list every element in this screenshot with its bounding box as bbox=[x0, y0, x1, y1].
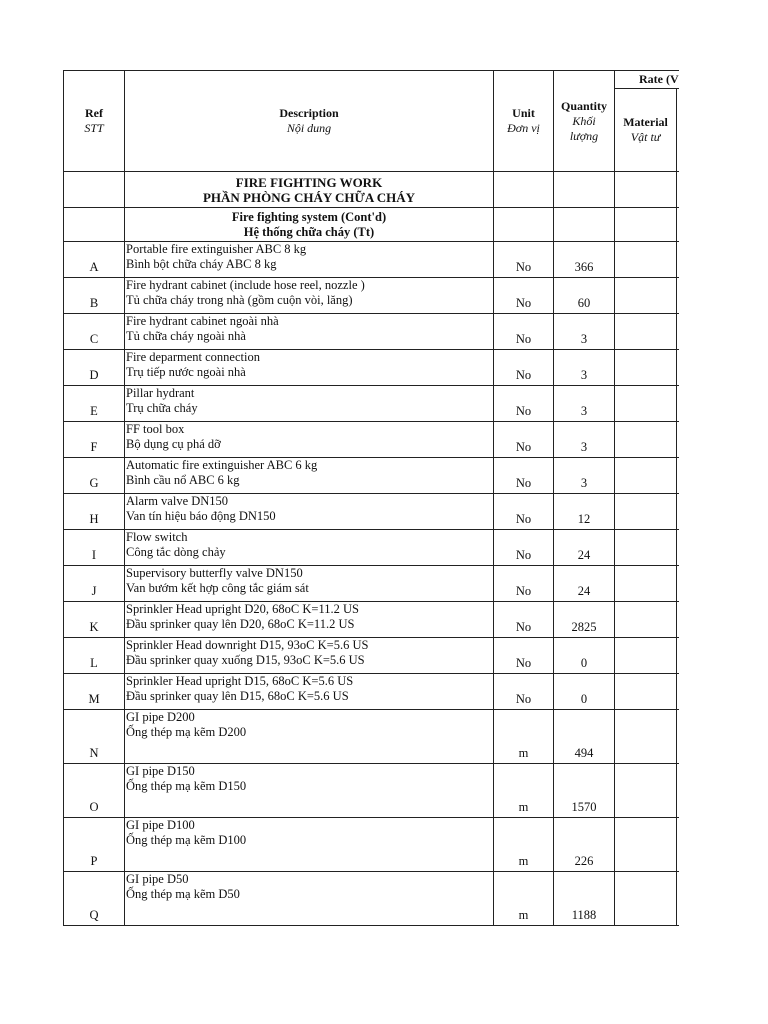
table-row bbox=[64, 530, 679, 566]
section-title: FIRE FIGHTING WORK PHẦN PHÒNG CHÁY CHỮA CHÁY bbox=[125, 172, 494, 208]
quantity-cell: 366 bbox=[554, 242, 615, 278]
description-header: Description Nội dung bbox=[125, 71, 494, 172]
unit-cell: No bbox=[494, 422, 554, 458]
rate-cell bbox=[677, 602, 679, 638]
description-cell: GI pipe D200 Ống thép mạ kẽm D200 bbox=[125, 710, 494, 764]
rate-cell bbox=[677, 872, 679, 926]
rate-cell bbox=[677, 674, 679, 710]
ref-cell: A bbox=[64, 242, 125, 278]
description-cell: Alarm valve DN150 Van tín hiệu báo động DN150 bbox=[125, 494, 494, 530]
description-cell: Fire hydrant cabinet (include hose reel, nozzle ) Tủ chữa cháy trong nhà (gồm cuộn vòi, lăng) bbox=[125, 278, 494, 314]
rate-cell bbox=[677, 818, 679, 872]
description-cell: Supervisory butterfly valve DN150 Van bướm kết hợp công tắc giám sát bbox=[125, 566, 494, 602]
material-cell bbox=[615, 764, 677, 818]
unit-cell: No bbox=[494, 458, 554, 494]
rate-cell bbox=[677, 458, 679, 494]
rate-cell bbox=[677, 314, 679, 350]
section-row bbox=[64, 172, 679, 208]
ref-cell: C bbox=[64, 314, 125, 350]
quantity-cell: 24 bbox=[554, 530, 615, 566]
ref-cell: B bbox=[64, 278, 125, 314]
description-cell: Pillar hydrant Trụ chữa cháy bbox=[125, 386, 494, 422]
quantity-cell: 1188 bbox=[554, 872, 615, 926]
material-cell bbox=[615, 602, 677, 638]
ref-cell: N bbox=[64, 710, 125, 764]
material-cell bbox=[615, 674, 677, 710]
unit-cell: No bbox=[494, 602, 554, 638]
quantity-cell: 0 bbox=[554, 638, 615, 674]
unit-cell: No bbox=[494, 566, 554, 602]
unit-cell: No bbox=[494, 386, 554, 422]
table-row bbox=[64, 278, 679, 314]
rate-cell bbox=[677, 638, 679, 674]
quantity-cell: 2825 bbox=[554, 602, 615, 638]
ref-cell: E bbox=[64, 386, 125, 422]
unit-cell: No bbox=[494, 242, 554, 278]
description-cell: Portable fire extinguisher ABC 8 kg Bình bột chữa cháy ABC 8 kg bbox=[125, 242, 494, 278]
description-cell: Sprinkler Head upright D15, 68oC K=5.6 US Đầu sprinker quay lên D15, 68oC K=5.6 US bbox=[125, 674, 494, 710]
unit-cell: m bbox=[494, 818, 554, 872]
material-cell bbox=[615, 386, 677, 422]
material-cell bbox=[615, 872, 677, 926]
ref-cell: D bbox=[64, 350, 125, 386]
boq-sheet bbox=[63, 70, 679, 926]
boq-table bbox=[63, 70, 679, 926]
subsection-row bbox=[64, 208, 679, 242]
table-row bbox=[64, 242, 679, 278]
material-cell bbox=[615, 530, 677, 566]
ref-cell: Q bbox=[64, 872, 125, 926]
table-row bbox=[64, 674, 679, 710]
material-cell bbox=[615, 638, 677, 674]
unit-header: Unit Đơn vị bbox=[494, 71, 554, 172]
material-cell bbox=[615, 494, 677, 530]
quantity-cell: 0 bbox=[554, 674, 615, 710]
ref-header: Ref STT bbox=[64, 71, 125, 172]
unit-cell: m bbox=[494, 710, 554, 764]
ref-cell: O bbox=[64, 764, 125, 818]
description-cell: GI pipe D50 Ống thép mạ kẽm D50 bbox=[125, 872, 494, 926]
unit-cell: m bbox=[494, 764, 554, 818]
table-row bbox=[64, 494, 679, 530]
rate-cell bbox=[677, 278, 679, 314]
quantity-cell: 3 bbox=[554, 422, 615, 458]
description-cell: Flow switch Công tắc dòng chảy bbox=[125, 530, 494, 566]
subsection-title: Fire fighting system (Cont'd) Hệ thống chữa cháy (Tt) bbox=[125, 208, 494, 242]
material-cell bbox=[615, 422, 677, 458]
quantity-cell: 3 bbox=[554, 350, 615, 386]
quantity-cell: 3 bbox=[554, 314, 615, 350]
table-row bbox=[64, 818, 679, 872]
description-cell: GI pipe D150 Ống thép mạ kẽm D150 bbox=[125, 764, 494, 818]
rate-cell bbox=[677, 566, 679, 602]
quantity-cell: 1570 bbox=[554, 764, 615, 818]
ref-cell: F bbox=[64, 422, 125, 458]
unit-cell: No bbox=[494, 350, 554, 386]
material-cell bbox=[615, 242, 677, 278]
table-row bbox=[64, 566, 679, 602]
table-row bbox=[64, 386, 679, 422]
quantity-header: Quantity Khối lượng bbox=[554, 71, 615, 172]
quantity-cell: 60 bbox=[554, 278, 615, 314]
quantity-cell: 226 bbox=[554, 818, 615, 872]
rate-cell bbox=[677, 242, 679, 278]
ref-cell: H bbox=[64, 494, 125, 530]
table-row bbox=[64, 314, 679, 350]
table-row bbox=[64, 422, 679, 458]
ref-cell: J bbox=[64, 566, 125, 602]
ref-cell: K bbox=[64, 602, 125, 638]
ref-cell: M bbox=[64, 674, 125, 710]
rate-cell bbox=[677, 350, 679, 386]
description-cell: GI pipe D100 Ống thép mạ kẽm D100 bbox=[125, 818, 494, 872]
description-cell: Fire hydrant cabinet ngoài nhà Tủ chữa cháy ngoài nhà bbox=[125, 314, 494, 350]
material-header: Material Vật tư bbox=[615, 89, 677, 172]
rate-cell bbox=[677, 494, 679, 530]
unit-cell: No bbox=[494, 278, 554, 314]
quantity-cell: 494 bbox=[554, 710, 615, 764]
quantity-cell: 12 bbox=[554, 494, 615, 530]
description-cell: Sprinkler Head downright D15, 93oC K=5.6 US Đầu sprinker quay xuống D15, 93oC K=5.6 US bbox=[125, 638, 494, 674]
unit-cell: m bbox=[494, 872, 554, 926]
table-row bbox=[64, 602, 679, 638]
description-cell: Sprinkler Head upright D20, 68oC K=11.2 US Đầu sprinker quay lên D20, 68oC K=11.2 US bbox=[125, 602, 494, 638]
unit-cell: No bbox=[494, 530, 554, 566]
table-row bbox=[64, 458, 679, 494]
quantity-cell: 3 bbox=[554, 458, 615, 494]
material-cell bbox=[615, 350, 677, 386]
material-cell bbox=[615, 278, 677, 314]
material-cell bbox=[615, 314, 677, 350]
material-cell bbox=[615, 566, 677, 602]
unit-cell: No bbox=[494, 494, 554, 530]
table-row bbox=[64, 764, 679, 818]
unit-cell: No bbox=[494, 638, 554, 674]
rate-cell bbox=[677, 530, 679, 566]
rate-header: Rate (V bbox=[615, 71, 679, 89]
ref-cell: L bbox=[64, 638, 125, 674]
table-row bbox=[64, 872, 679, 926]
table-row bbox=[64, 350, 679, 386]
rate-cell bbox=[677, 764, 679, 818]
quantity-cell: 3 bbox=[554, 386, 615, 422]
ref-cell: I bbox=[64, 530, 125, 566]
description-cell: FF tool box Bộ dụng cụ phá dỡ bbox=[125, 422, 494, 458]
ref-cell: G bbox=[64, 458, 125, 494]
material-cell bbox=[615, 710, 677, 764]
table-row bbox=[64, 638, 679, 674]
description-cell: Automatic fire extinguisher ABC 6 kg Bình cầu nổ ABC 6 kg bbox=[125, 458, 494, 494]
material-cell bbox=[615, 458, 677, 494]
table-row bbox=[64, 710, 679, 764]
rate-cell bbox=[677, 710, 679, 764]
unit-cell: No bbox=[494, 314, 554, 350]
ref-cell: P bbox=[64, 818, 125, 872]
unit-cell: No bbox=[494, 674, 554, 710]
rate-cell bbox=[677, 386, 679, 422]
description-cell: Fire deparment connection Trụ tiếp nước ngoài nhà bbox=[125, 350, 494, 386]
quantity-cell: 24 bbox=[554, 566, 615, 602]
material-cell bbox=[615, 818, 677, 872]
rate-cell bbox=[677, 422, 679, 458]
